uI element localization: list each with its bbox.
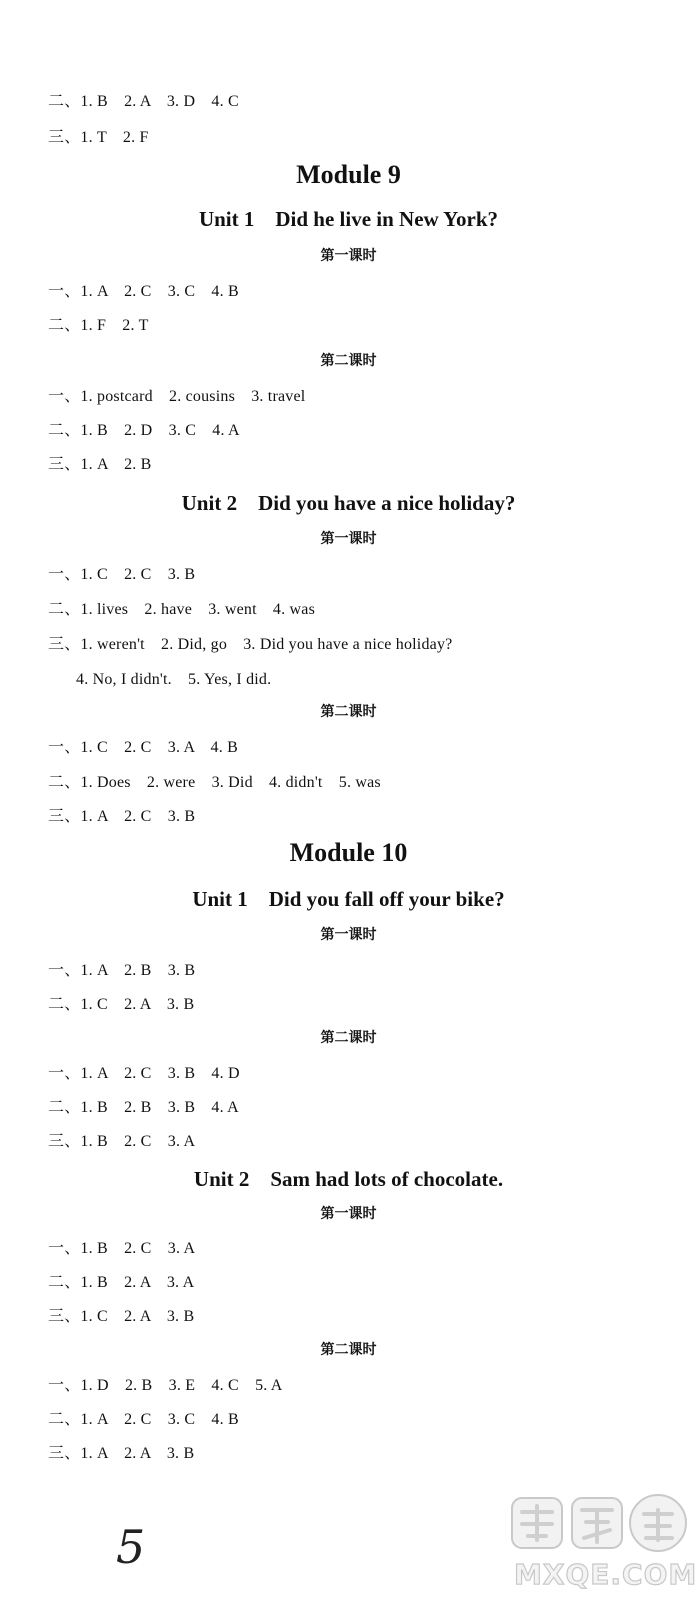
answer-line: 一、1. postcard 2. cousins 3. travel <box>48 388 306 405</box>
answer-line: 二、1. B 2. A 3. A <box>48 1274 195 1291</box>
answer-line: 二、1. F 2. T <box>48 317 149 334</box>
answer-line: 一、1. C 2. C 3. B <box>48 566 196 583</box>
module-heading: Module 10 <box>289 838 408 867</box>
answer-line: 三、1. T 2. F <box>48 129 149 146</box>
module-heading: Module 9 <box>296 160 401 189</box>
lesson-heading: 第二课时 <box>320 353 377 369</box>
answer-line: 三、1. A 2. A 3. B <box>48 1445 195 1462</box>
lesson-heading: 第一课时 <box>320 927 377 943</box>
unit-heading: Unit 2 Did you have a nice holiday? <box>181 491 516 515</box>
answer-line: 一、1. A 2. C 3. C 4. B <box>48 283 239 300</box>
answer-line: 二、1. B 2. D 3. C 4. A <box>48 422 240 439</box>
answer-line: 二、1. A 2. C 3. C 4. B <box>48 1411 239 1428</box>
lesson-heading: 第二课时 <box>320 704 377 720</box>
unit-heading: Unit 1 Did you fall off your bike? <box>192 887 505 911</box>
answer-line: 三、1. A 2. B <box>48 456 152 473</box>
answer-line: 二、1. Does 2. were 3. Did 4. didn't 5. was <box>48 774 381 791</box>
answer-line: 一、1. A 2. B 3. B <box>48 962 196 979</box>
lesson-heading: 第一课时 <box>320 531 377 547</box>
answer-line: 三、1. weren't 2. Did, go 3. Did you have a nice holiday? <box>48 636 453 653</box>
unit-heading: Unit 2 Sam had lots of chocolate. <box>193 1167 504 1191</box>
lesson-heading: 第一课时 <box>320 248 377 264</box>
answer-line: 二、1. C 2. A 3. B <box>48 996 195 1013</box>
answer-line: 一、1. D 2. B 3. E 4. C 5. A <box>48 1377 283 1394</box>
answer-line: 一、1. B 2. C 3. A <box>48 1240 196 1257</box>
answer-line: 二、1. B 2. B 3. B 4. A <box>48 1099 239 1116</box>
answer-line: 二、1. lives 2. have 3. went 4. was <box>48 601 316 618</box>
answer-line: 三、1. C 2. A 3. B <box>48 1308 195 1325</box>
answer-line: 二、1. B 2. A 3. D 4. C <box>48 93 239 110</box>
answer-line: 4. No, I didn't. 5. Yes, I did. <box>76 671 272 688</box>
answer-line: 一、1. C 2. C 3. A 4. B <box>48 739 239 756</box>
lesson-heading: 第二课时 <box>320 1030 377 1046</box>
answer-line: 三、1. A 2. C 3. B <box>48 808 196 825</box>
watermark <box>506 1488 697 1596</box>
watermark-logo-icon <box>506 1488 692 1558</box>
watermark-url: MXQE.COM <box>514 1558 697 1591</box>
page-number: 5 <box>116 1520 146 1574</box>
answer-line: 一、1. A 2. C 3. B 4. D <box>48 1065 240 1082</box>
lesson-heading: 第一课时 <box>320 1206 377 1222</box>
unit-heading: Unit 1 Did he live in New York? <box>198 207 499 231</box>
lesson-heading: 第二课时 <box>320 1342 377 1358</box>
answer-line: 三、1. B 2. C 3. A <box>48 1133 196 1150</box>
